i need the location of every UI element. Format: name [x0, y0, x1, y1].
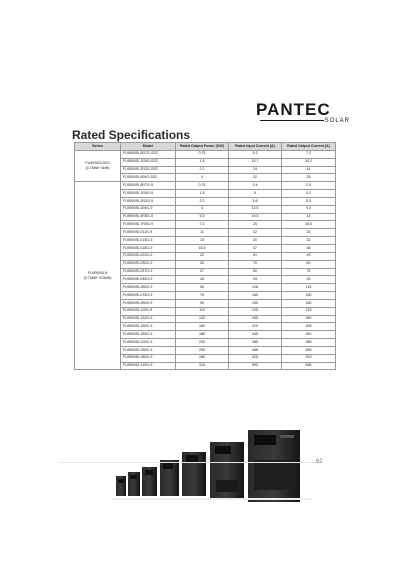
- model-cell: FU9000SI-160G-9: [121, 323, 176, 331]
- output-current-cell: 5.5: [282, 197, 336, 205]
- output-current-cell: 10.2: [282, 158, 336, 166]
- model-cell: FU9000SI-011G-9: [121, 229, 176, 237]
- model-cell: FU9000SI-045G-9: [121, 276, 176, 284]
- model-cell: FU9000SI-004G-SS2: [121, 174, 176, 182]
- input-current-cell: 15.7: [229, 158, 282, 166]
- model-cell: FU9000SI-030G-9: [121, 260, 176, 268]
- output-current-cell: 305: [282, 323, 336, 331]
- output-current-cell: 18.5: [282, 221, 336, 229]
- input-current-cell: 190: [229, 299, 282, 307]
- model-cell: FU9000SI-7R5G-9: [121, 221, 176, 229]
- input-current-cell: 160: [229, 292, 282, 300]
- model-cell: FU9000SI-1R5G-9: [121, 190, 176, 198]
- table-header-row: [75, 143, 336, 151]
- output-current-cell: 25: [282, 174, 336, 182]
- output-power-cell: 0.75: [176, 150, 229, 158]
- table-row: [75, 182, 336, 190]
- input-current-cell: 310: [229, 323, 282, 331]
- output-power-cell: 315: [176, 362, 229, 370]
- output-current-cell: 340: [282, 331, 336, 339]
- output-power-cell: 1.5: [176, 190, 229, 198]
- input-current-cell: 13.5: [229, 205, 282, 213]
- model-cell: FU9000SI-200G-9: [121, 339, 176, 347]
- output-power-cell: 2.2: [176, 166, 229, 174]
- input-current-cell: 9.3: [229, 150, 282, 158]
- input-current-cell: 5: [229, 190, 282, 198]
- output-current-cell: 14: [282, 166, 336, 174]
- output-power-cell: 280: [176, 354, 229, 362]
- series-name: FU9000SI-9: [87, 271, 108, 276]
- output-power-cell: 30: [176, 260, 229, 268]
- output-power-cell: 200: [176, 339, 229, 347]
- input-current-cell: 590: [229, 362, 282, 370]
- output-current-cell: 260: [282, 315, 336, 323]
- output-power-cell: 132: [176, 315, 229, 323]
- output-power-cell: 4: [176, 174, 229, 182]
- input-current-cell: 70: [229, 260, 282, 268]
- model-cell: FU9000SI-1R5G-SS2: [121, 158, 176, 166]
- series-range: (0.75kW~315kW): [83, 275, 112, 280]
- input-current-cell: 225: [229, 307, 282, 315]
- input-current-cell: 3.4: [229, 182, 282, 190]
- output-power-cell: 55: [176, 284, 229, 292]
- model-cell: FU9000SI-2R2G-9: [121, 197, 176, 205]
- series-cell: [75, 150, 121, 181]
- output-current-cell: 585: [282, 362, 336, 370]
- input-current-cell: 40: [229, 237, 282, 245]
- input-current-cell: 468: [229, 346, 282, 354]
- input-current-cell: 24: [229, 166, 282, 174]
- model-cell: FU9000SI-022G-9: [121, 252, 176, 260]
- page-title: Rated Specifications: [72, 128, 191, 142]
- output-current-cell: 32: [282, 237, 336, 245]
- output-current-cell: 115: [282, 284, 336, 292]
- model-cell: FU9000SI-250G-9: [121, 346, 176, 354]
- header-output-power: Rated Output Power (KW): [176, 143, 229, 151]
- output-power-cell: 160: [176, 323, 229, 331]
- model-cell: FU9000SI-015G-9: [121, 237, 176, 245]
- input-current-cell: 32: [229, 174, 282, 182]
- model-cell: FU9000SI-055G-9: [121, 284, 176, 292]
- output-power-cell: 18.5: [176, 244, 229, 252]
- model-cell: FU9000SI-5R5G-9: [121, 213, 176, 221]
- output-current-cell: 60: [282, 260, 336, 268]
- spec-table: [74, 142, 336, 370]
- output-current-cell: 92: [282, 276, 336, 284]
- output-current-cell: 520: [282, 354, 336, 362]
- input-current-cell: 265: [229, 315, 282, 323]
- output-current-cell: 2.5: [282, 182, 336, 190]
- logo-sub-text: SOLAR: [324, 118, 350, 124]
- output-current-cell: 150: [282, 292, 336, 300]
- series-range: (0.75kW~4kW): [85, 166, 110, 171]
- output-current-cell: 215: [282, 307, 336, 315]
- output-current-cell: 38: [282, 244, 336, 252]
- output-power-cell: 75: [176, 292, 229, 300]
- output-power-cell: 90: [176, 299, 229, 307]
- output-power-cell: 0.75: [176, 182, 229, 190]
- model-cell: FU9000SI-132G-9: [121, 315, 176, 323]
- output-current-cell: 465: [282, 346, 336, 354]
- input-current-cell: 94: [229, 276, 282, 284]
- logo-underline: [260, 120, 324, 121]
- model-cell: FU9000SI-090G-9: [121, 299, 176, 307]
- output-power-cell: 11: [176, 229, 229, 237]
- inverter-product-photo: [112, 420, 332, 510]
- logo-brand-text: PANTEC: [256, 100, 331, 119]
- output-current-cell: 4.2: [282, 190, 336, 198]
- output-power-cell: 185: [176, 331, 229, 339]
- model-cell: FU9000SI-185G-9: [121, 331, 176, 339]
- input-current-cell: 345: [229, 331, 282, 339]
- output-power-cell: 45: [176, 276, 229, 284]
- output-power-cell: 15: [176, 237, 229, 245]
- model-cell: FU9000SI-280G-9: [121, 354, 176, 362]
- spec-table-body: [75, 150, 336, 370]
- input-current-cell: 525: [229, 354, 282, 362]
- input-current-cell: 19.5: [229, 213, 282, 221]
- model-cell: FU9000SI-0R7G-SS2: [121, 150, 176, 158]
- header-output-current: Rated Output Current (A): [282, 143, 336, 151]
- output-current-cell: 380: [282, 339, 336, 347]
- table-row: [75, 150, 336, 158]
- input-current-cell: 385: [229, 339, 282, 347]
- output-current-cell: 25: [282, 229, 336, 237]
- input-current-cell: 47: [229, 244, 282, 252]
- input-current-cell: 5.8: [229, 197, 282, 205]
- model-cell: FU9000SI-315G-9: [121, 362, 176, 370]
- output-current-cell: 45: [282, 252, 336, 260]
- input-current-cell: 80: [229, 268, 282, 276]
- pantec-logo: [256, 100, 352, 132]
- output-power-cell: 1.5: [176, 158, 229, 166]
- model-cell: FU9000SI-004G-9: [121, 205, 176, 213]
- output-current-cell: 9.5: [282, 205, 336, 213]
- page-number: 62: [316, 459, 323, 465]
- output-current-cell: 180: [282, 299, 336, 307]
- output-power-cell: 4: [176, 205, 229, 213]
- input-current-cell: 128: [229, 284, 282, 292]
- output-current-cell: 7.2: [282, 150, 336, 158]
- model-cell: FU9000SI-075G-9: [121, 292, 176, 300]
- output-power-cell: 7.5: [176, 221, 229, 229]
- header-model: Model: [121, 143, 176, 151]
- header-input-current: Rated Input Current (A): [229, 143, 282, 151]
- input-current-cell: 25: [229, 221, 282, 229]
- model-cell: FU9000SI-037G-9: [121, 268, 176, 276]
- input-current-cell: 32: [229, 229, 282, 237]
- footer-divider: [60, 462, 320, 463]
- output-power-cell: 5.5: [176, 213, 229, 221]
- series-name: FU9000SI-SS2: [85, 161, 110, 166]
- output-power-cell: 22: [176, 252, 229, 260]
- model-cell: FU9000SI-018G-9: [121, 244, 176, 252]
- model-cell: FU9000SI-2R2G-SS2: [121, 166, 176, 174]
- header-series: Series: [75, 143, 121, 151]
- output-power-cell: 250: [176, 346, 229, 354]
- input-current-cell: 51: [229, 252, 282, 260]
- output-power-cell: 2.2: [176, 197, 229, 205]
- series-cell: [75, 182, 121, 370]
- model-cell: FU9000SI-0R7G-9: [121, 182, 176, 190]
- output-power-cell: 110: [176, 307, 229, 315]
- output-current-cell: 14: [282, 213, 336, 221]
- output-current-cell: 75: [282, 268, 336, 276]
- model-cell: FU9000SI-110G-9: [121, 307, 176, 315]
- output-power-cell: 37: [176, 268, 229, 276]
